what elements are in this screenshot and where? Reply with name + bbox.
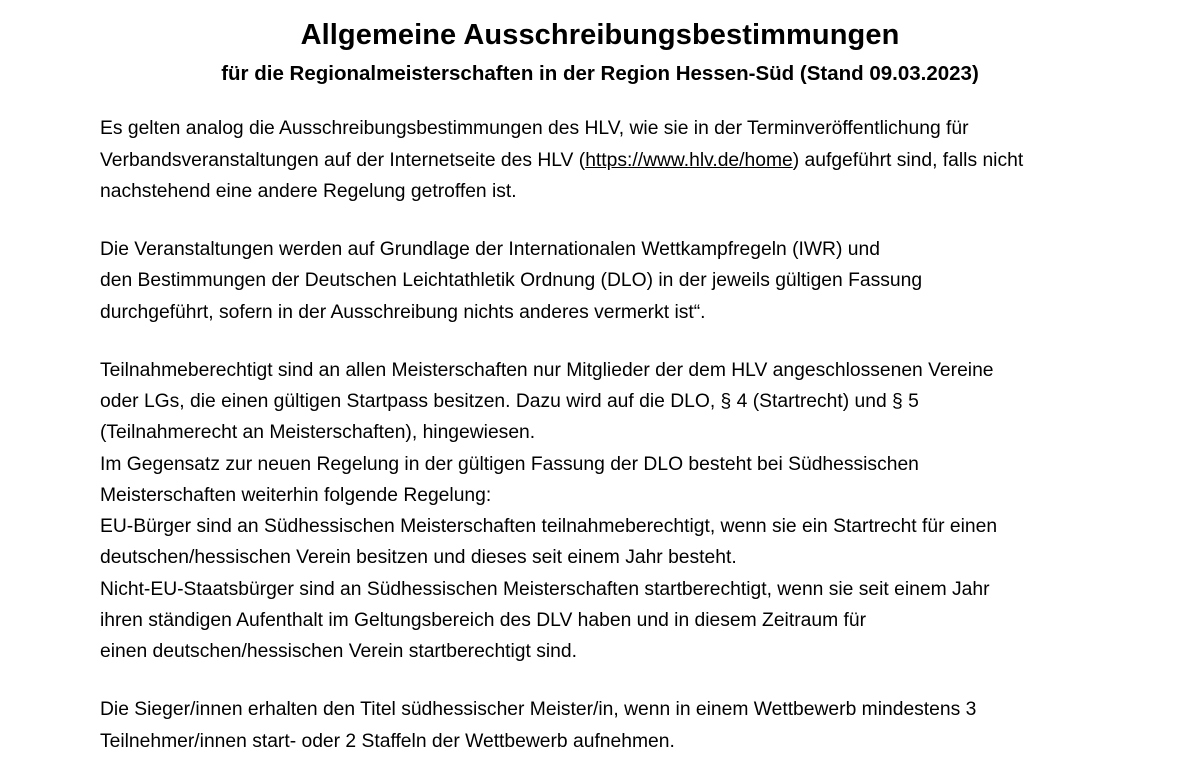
paragraph-6-line-3: einen deutschen/hessischen Verein startberechtigt sind. <box>100 641 577 663</box>
paragraph-2 <box>100 234 1115 328</box>
hlv-website-link[interactable]: https://www.hlv.de/home <box>585 149 793 171</box>
paragraph-1-text-after-link: ) aufgeführt sind, falls nicht nachstehend eine andere Regelung getroffen ist. <box>100 149 1024 202</box>
paragraph-7 <box>100 694 1115 757</box>
paragraph-4-line-2: Meisterschaften weiterhin folgende Regelung: <box>100 484 492 506</box>
page-subtitle: für die Regionalmeisterschaften in der Region Hessen-Süd (Stand 09.03.2023) <box>221 61 979 85</box>
paragraph-3 <box>100 355 1115 449</box>
paragraph-7-line-1: Die Sieger/innen erhalten den Titel südhessischer Meister/in, wenn in einem Wettbewerb mindestens 3 <box>100 699 977 721</box>
paragraph-6-line-2: ihren ständigen Aufenthalt im Geltungsbereich des DLV haben und in diesem Zeitraum für <box>100 609 866 631</box>
document-header <box>0 0 1200 86</box>
paragraph-4-line-1: Im Gegensatz zur neuen Regelung in der gültigen Fassung der DLO besteht bei Südhessischen <box>100 453 919 475</box>
paragraph-1-text-before-link: Es gelten analog die Ausschreibungsbestimmungen des HLV, wie sie in der Terminveröffentlichung für Verbandsveranstaltungen auf der Internetseite des HLV ( <box>100 118 969 171</box>
paragraph-5-line-2: deutschen/hessischen Verein besitzen und dieses seit einem Jahr besteht. <box>100 547 737 569</box>
paragraph-5-line-1: EU-Bürger sind an Südhessischen Meisterschaften teilnahmeberechtigt, wenn sie ein Startrecht für einen <box>100 516 998 538</box>
paragraph-1 <box>100 113 1115 207</box>
paragraph-6-line-1: Nicht-EU-Staatsbürger sind an Südhessischen Meisterschaften startberechtigt, wenn sie seit einem Jahr <box>100 578 990 600</box>
paragraph-5 <box>100 511 1115 574</box>
paragraph-4 <box>100 449 1115 512</box>
paragraph-2-line-1: Die Veranstaltungen werden auf Grundlage der Internationalen Wettkampfregeln (IWR) und <box>100 239 880 261</box>
paragraph-3-line-2: oder LGs, die einen gültigen Startpass besitzen. Dazu wird auf die DLO, § 4 (Startrecht) und § 5 <box>100 391 919 413</box>
document-body <box>0 113 1200 757</box>
paragraph-7-line-2: Teilnehmer/innen start- oder 2 Staffeln der Wettbewerb aufnehmen. <box>100 730 675 752</box>
paragraph-2-line-3: durchgeführt, sofern in der Ausschreibung nichts anderes vermerkt ist“. <box>100 301 706 323</box>
paragraph-3-line-1: Teilnahmeberechtigt sind an allen Meisterschaften nur Mitglieder der dem HLV angeschlossenen Vereine <box>100 359 994 381</box>
paragraph-2-line-2: den Bestimmungen der Deutschen Leichtathletik Ordnung (DLO) in der jeweils gültigen Fassung <box>100 270 923 292</box>
page-title: Allgemeine Ausschreibungsbestimmungen <box>300 19 900 51</box>
paragraph-6 <box>100 574 1115 668</box>
paragraph-3-line-3: (Teilnahmerecht an Meisterschaften), hingewiesen. <box>100 422 536 444</box>
